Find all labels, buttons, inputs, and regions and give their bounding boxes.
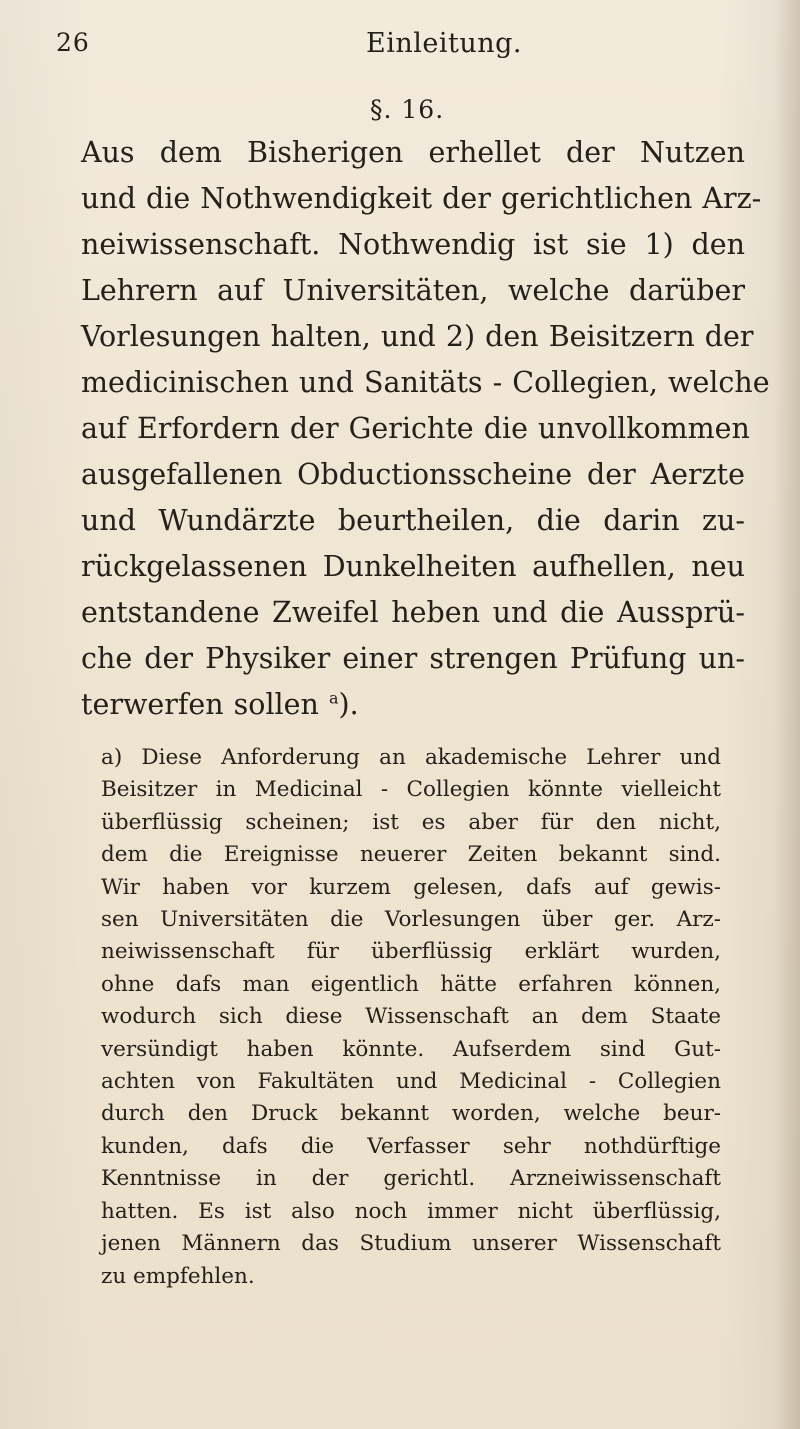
paragraph-line: che der Physiker einer strengen Prüfung un- <box>81 642 745 675</box>
footnote-line: versündigt haben könnte. Aufserdem sind Gut- <box>101 1036 721 1062</box>
main-paragraph <box>81 130 770 728</box>
footnote-line: jenen Männern das Studium unserer Wissenschaft <box>101 1231 721 1257</box>
footnote-line: achten von Fakultäten und Medicinal - Collegien <box>101 1069 721 1095</box>
header-title: Einleitung. <box>366 28 522 59</box>
footnote-line: Kenntnisse in der gerichtl. Arzneiwissenschaft <box>101 1166 721 1192</box>
footnote-line: Beisitzer in Medicinal - Collegien könnte vielleicht <box>101 777 721 803</box>
paragraph-line: neiwissenschaft. Nothwendig ist sie 1) den <box>81 228 745 261</box>
footnote-line: überflüssig scheinen; ist es aber für den nicht, <box>101 809 721 835</box>
paragraph-line: und die Nothwendigkeit der gerichtlichen Arz- <box>81 182 762 215</box>
page-edge-shadow <box>774 0 800 1429</box>
paragraph-line: und Wundärzte beurtheilen, die darin zu- <box>81 504 745 537</box>
footnote-line: durch den Druck bekannt worden, welche beur- <box>101 1101 721 1127</box>
footnote-line: sen Universitäten die Vorlesungen über ger. Arz- <box>101 907 721 933</box>
footnote-line: ohne dafs man eigentlich hätte erfahren können, <box>101 971 721 997</box>
footnote-line: neiwissenschaft für überflüssig erklärt wurden, <box>101 939 721 965</box>
footnote-line: dem die Ereignisse neuerer Zeiten bekannt sind. <box>101 842 721 868</box>
paragraph-line: auf Erfordern der Gerichte die unvollkommen <box>81 412 750 445</box>
paragraph-line: ausgefallenen Obductionsscheine der Aerzte <box>81 458 745 491</box>
footnote-reference: a <box>328 688 339 708</box>
footnote-last-line: zu empfehlen. <box>101 1263 255 1289</box>
footnote <box>101 742 721 1293</box>
running-head <box>56 28 746 68</box>
page-number: 26 <box>56 28 90 57</box>
paragraph-closing: ). <box>338 688 359 721</box>
paragraph-line: medicinischen und Sanitäts - Collegien, welche <box>81 366 770 399</box>
footnote-line: Wir haben vor kurzem gelesen, dafs auf gewis- <box>101 874 721 900</box>
paragraph-line: rückgelassenen Dunkelheiten aufhellen, neu <box>81 550 745 583</box>
paragraph-line: Lehrern auf Universitäten, welche darüber <box>81 274 745 307</box>
footnote-line: kunden, dafs die Verfasser sehr nothdürftige <box>101 1133 721 1159</box>
footnote-line: a) Diese Anforderung an akademische Lehrer und <box>101 745 721 770</box>
footnote-line: wodurch sich diese Wissenschaft an dem Staate <box>101 1004 721 1030</box>
paragraph-line: Vorlesungen halten, und 2) den Beisitzern der <box>81 320 754 353</box>
footnote-line: hatten. Es ist also noch immer nicht überflüssig, <box>101 1198 721 1224</box>
paragraph-line: entstandene Zweifel heben und die Aussprü- <box>81 596 745 629</box>
section-mark: §. 16. <box>370 95 445 124</box>
paragraph-last-line <box>81 682 745 728</box>
paragraph-line-text: terwerfen sollen <box>81 688 319 721</box>
paragraph-line: Aus dem Bisherigen erhellet der Nutzen <box>81 136 745 169</box>
